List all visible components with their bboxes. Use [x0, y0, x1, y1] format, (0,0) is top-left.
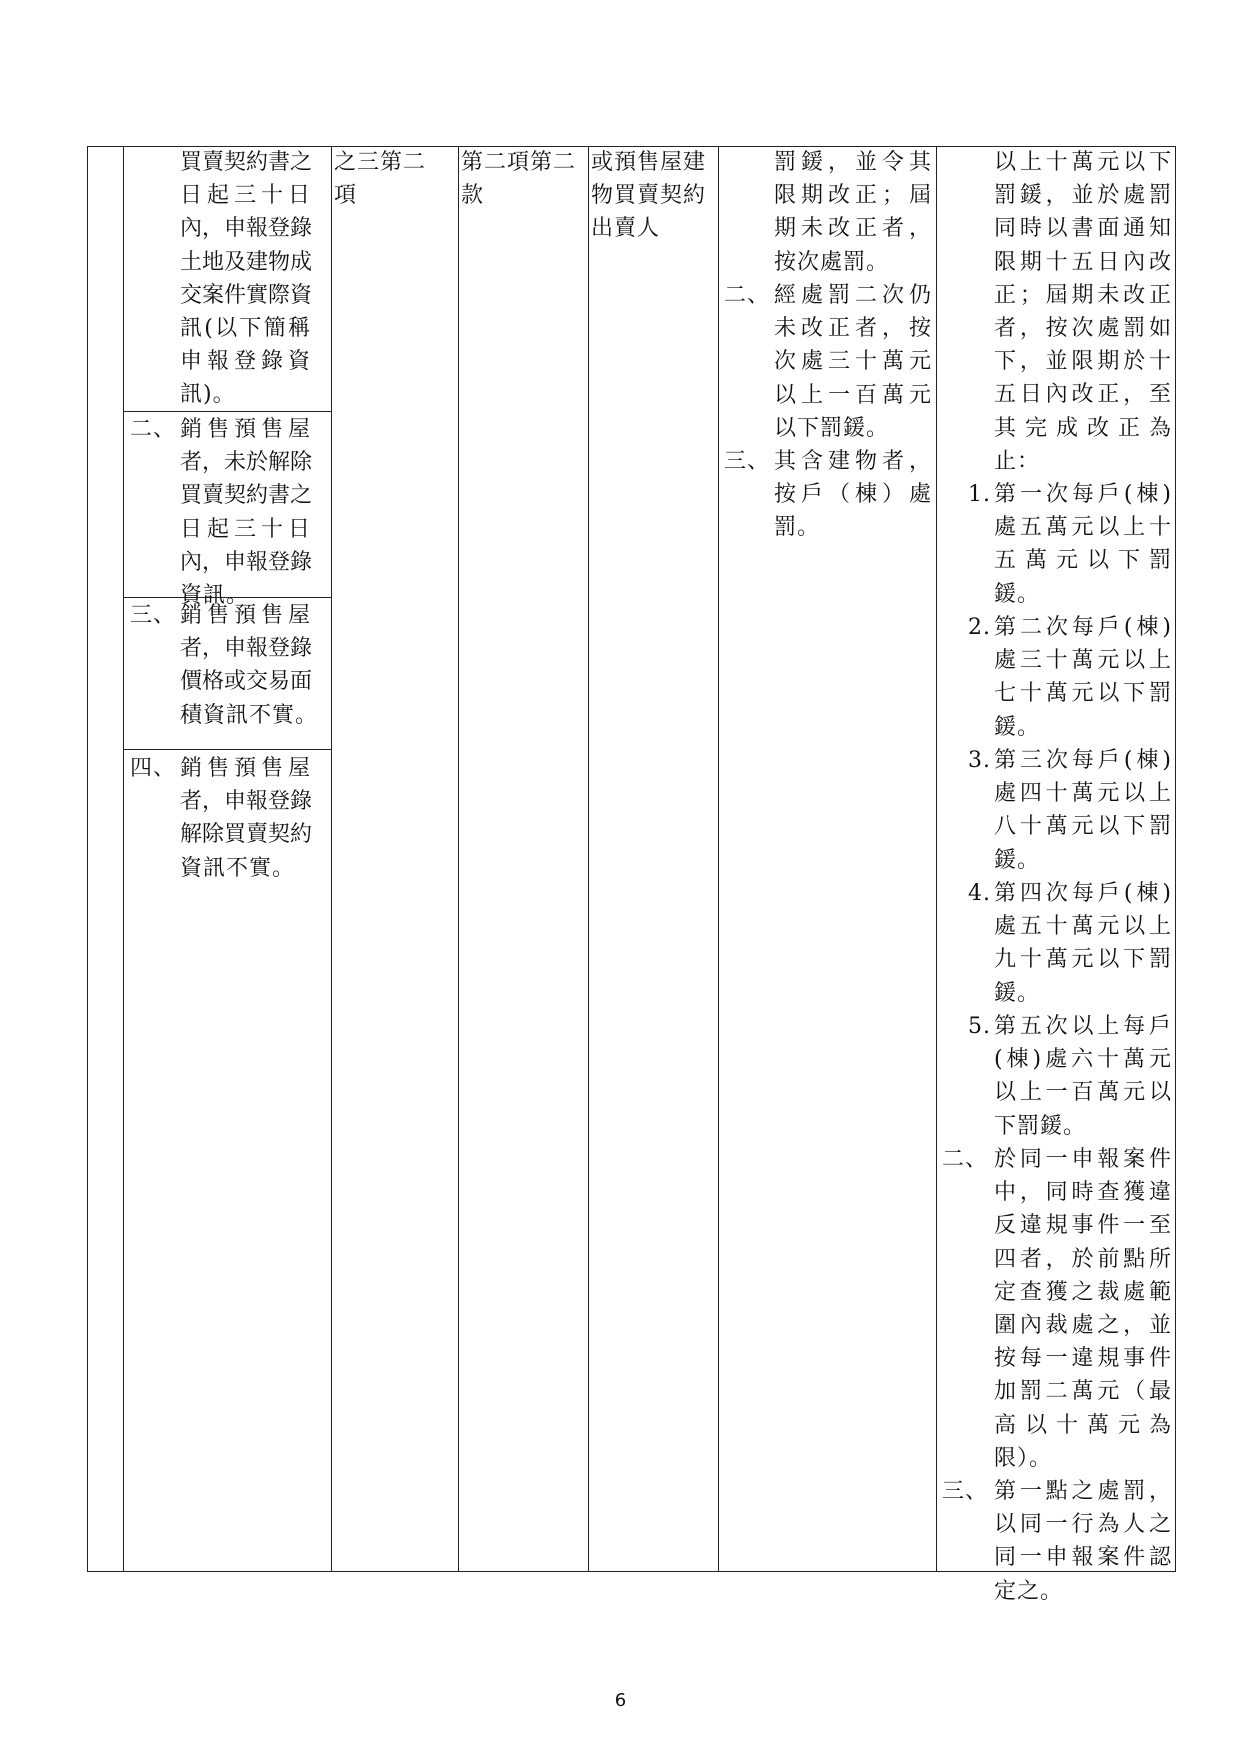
standard-item-1-continued: 以上十萬元以下 罰鍰，並於處罰 同時以書面通知 限期十五日內改 正；屆期未改正 者，按次處罰如 下，並限期於十 五日內改正，至 其完成改正為 止： [994, 150, 1171, 474]
sub-item-number: 3. [968, 748, 991, 773]
sub-item-number: 2. [968, 615, 991, 640]
standard-item-2: 二、 於同一申報案件 中，同時查獲違 反違規事件一至 四者，於前點所 定查獲之裁處範 圍內裁處之，並 按每一違規事件 加罰二萬元（最 高以十萬元為 限）。 [938, 1143, 1171, 1475]
item-number: 三、 [942, 1479, 989, 1504]
standard-sub-item-2: 2. 第二次每戶(棟) 處三十萬元以上 七十萬元以下罰 鍰。 [938, 611, 1171, 744]
item-divider [123, 749, 331, 750]
column-divider [718, 146, 719, 1572]
penalty-item-2: 二、 經處罰二次仍 未改正者，按 次處三十萬元 以上一百萬元 以下罰鍰。 [720, 279, 931, 445]
column-divider [588, 146, 589, 1572]
violation-item-3: 三、 銷售預售屋 者，申報登錄 價格或交易面 積資訊不實。 [124, 599, 310, 732]
item-number: 二、 [942, 1147, 989, 1172]
violation-item-1-continued: 買賣契約書之 日起三十日 內，申報登錄 土地及建物成 交案件實際資 訊(以下簡稱 申報登錄資 訊)。 [180, 150, 313, 408]
table-border-left [87, 146, 88, 1572]
page-number: 6 [614, 1690, 627, 1711]
column-divider [936, 146, 937, 1572]
sub-item-number: 1. [968, 482, 991, 507]
penalty-item-1-continued: 罰鍰，並令其 限期改正；屆 期未改正者， 按次處罰。 [774, 150, 931, 275]
standard-sub-item-5: 5. 第五次以上每戶 (棟)處六十萬元 以上一百萬元以 下罰鍰。 [938, 1010, 1171, 1143]
standard-sub-item-1: 1. 第一次每戶(棟) 處五萬元以上十 五萬元以下罰 鍰。 [938, 478, 1171, 611]
table-border-right [1175, 146, 1176, 1572]
standard-item-3: 三、 第一點之處罰， 以同一行為人之 同一申報案件認 定之。 [938, 1475, 1171, 1608]
column-divider [458, 146, 459, 1572]
violation-item-4: 四、 銷售預售屋 者，申報登錄 解除買賣契約 資訊不實。 [124, 752, 310, 885]
item-number: 二、 [130, 417, 177, 442]
violator-cell: 或預售屋建 物買賣契約 出賣人 [591, 150, 707, 242]
item-number: 三、 [724, 449, 771, 474]
penalty-item-3: 三、 其含建物者， 按戶（棟）處 罰。 [720, 445, 931, 545]
penalty-basis-cell: 第二項第二 款 [461, 150, 577, 209]
item-number: 三、 [130, 603, 177, 628]
sub-item-number: 5. [968, 1014, 991, 1039]
regulation-table [87, 146, 1176, 1604]
column-divider [331, 146, 332, 1572]
standard-sub-item-4: 4. 第四次每戶(棟) 處五十萬元以上 九十萬元以下罰 鍰。 [938, 877, 1171, 1010]
violation-item-2: 二、 銷售預售屋 者，未於解除 買賣契約書之 日起三十日 內，申報登錄 資訊。 [124, 413, 310, 612]
item-number: 四、 [130, 756, 177, 781]
standard-sub-item-3: 3. 第三次每戶(棟) 處四十萬元以上 八十萬元以下罰 鍰。 [938, 744, 1171, 877]
sub-item-number: 4. [968, 881, 991, 906]
legal-basis-cell: 之三第二 項 [334, 150, 427, 209]
item-number: 二、 [724, 283, 771, 308]
